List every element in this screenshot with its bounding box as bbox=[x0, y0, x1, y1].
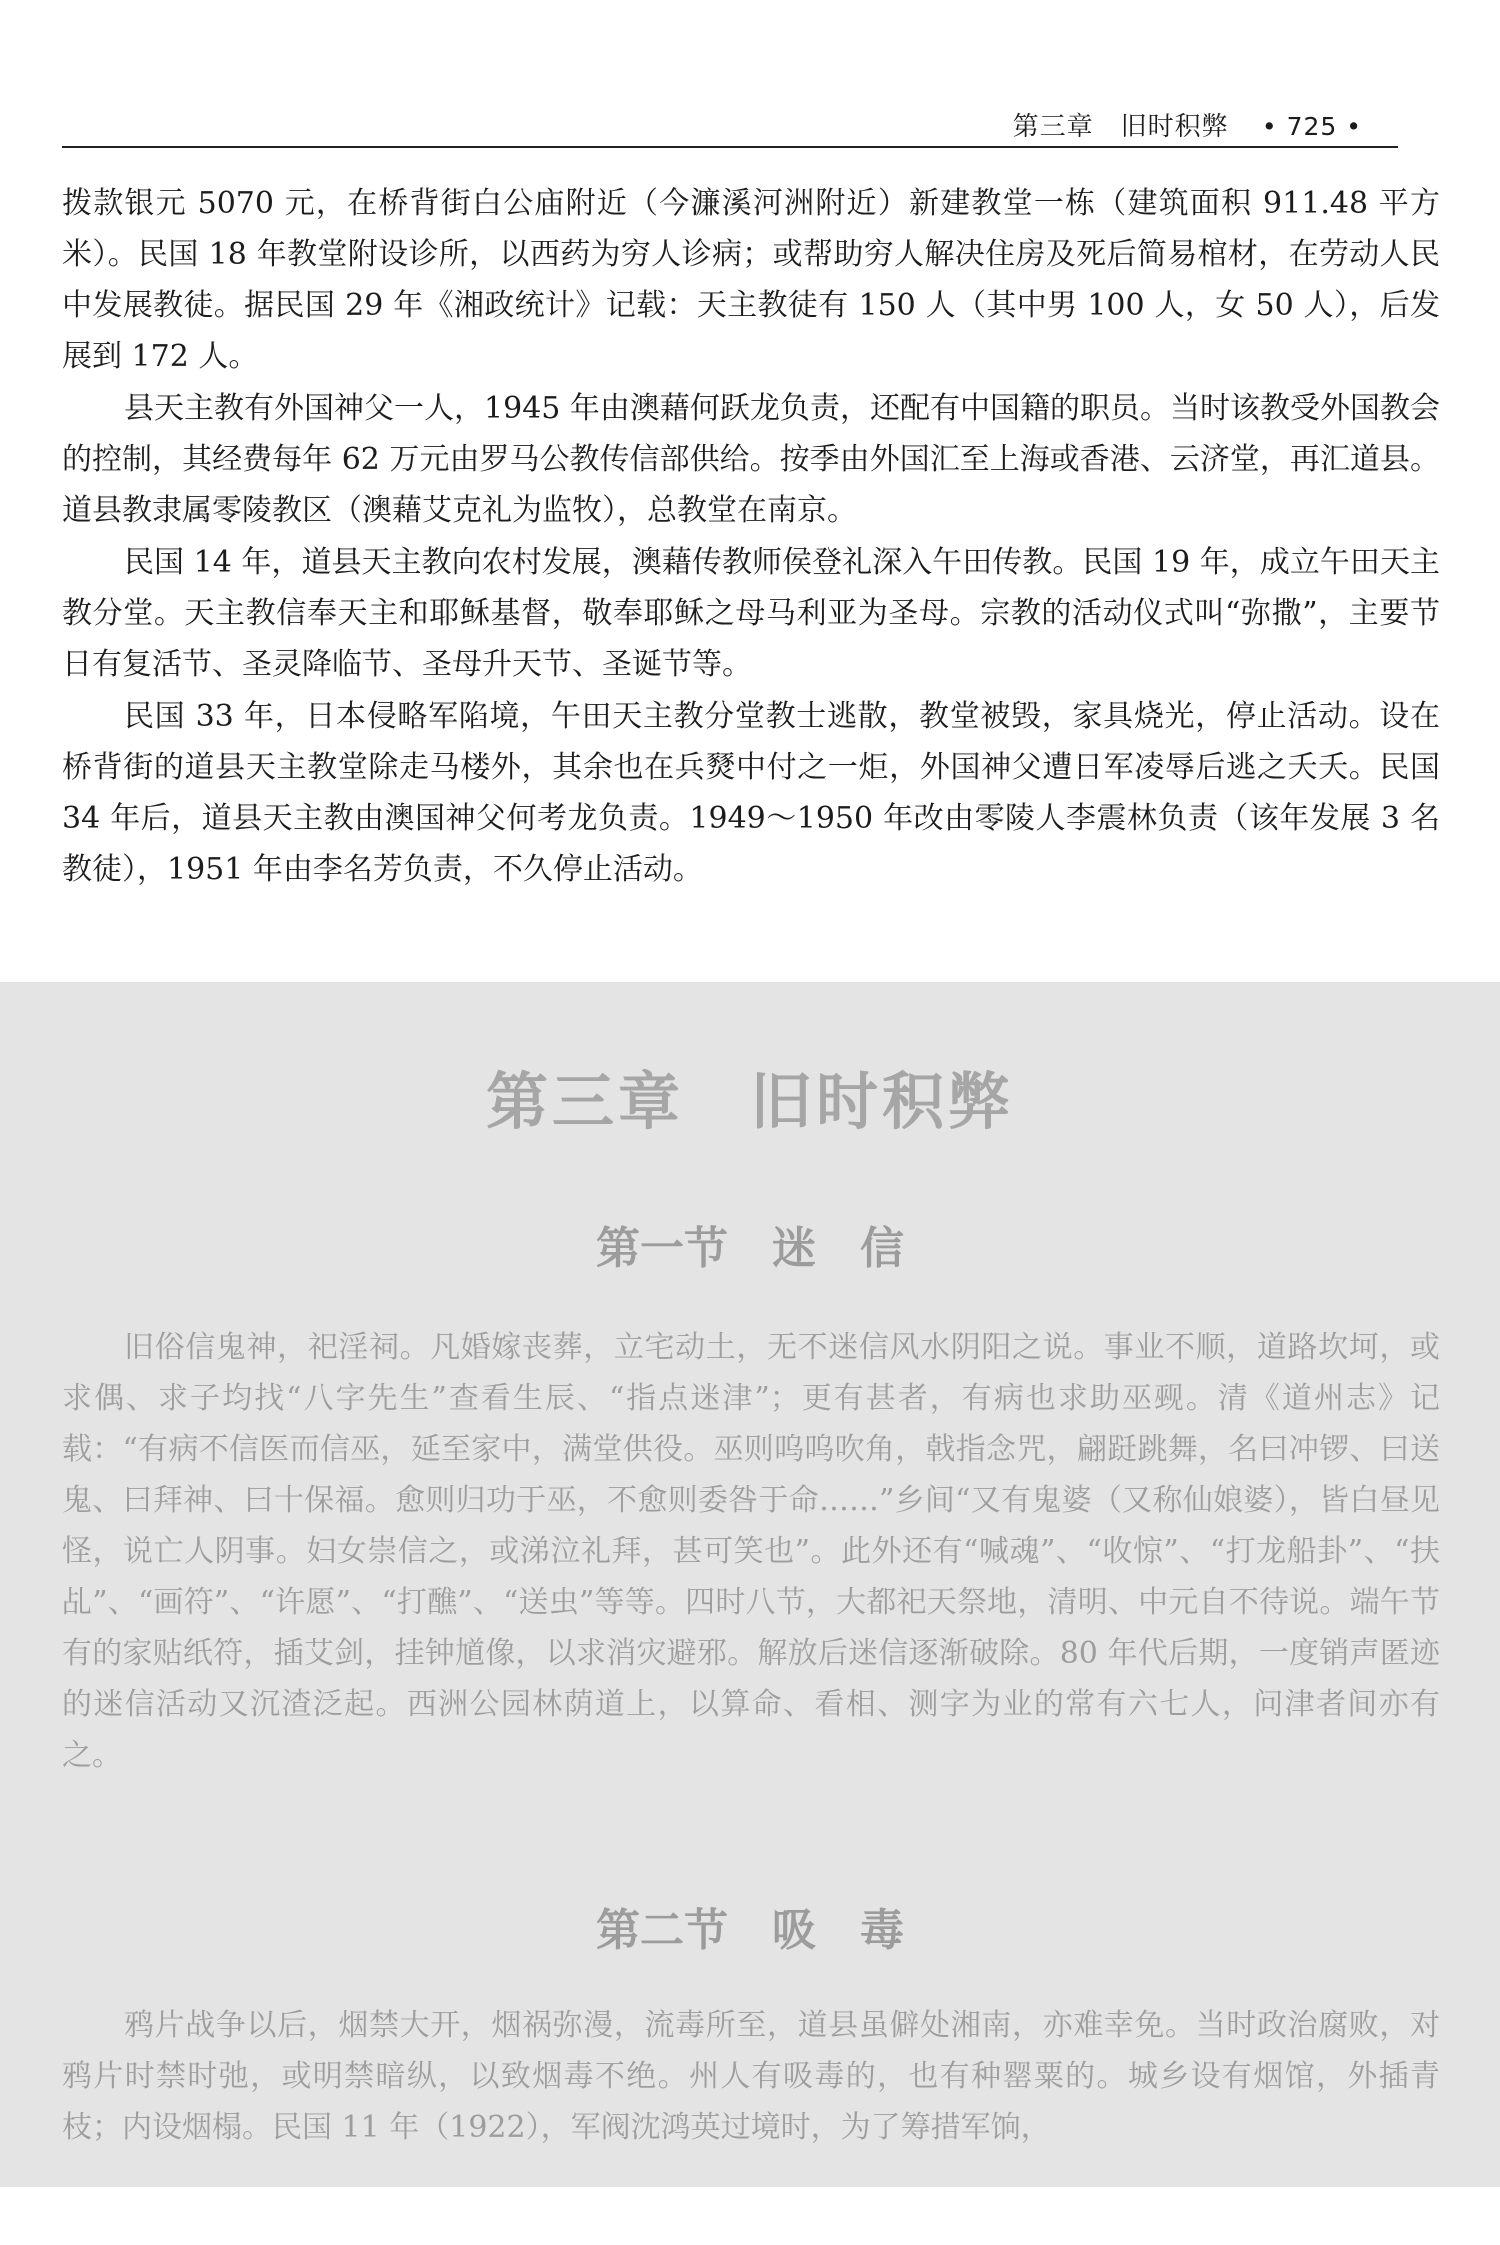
body-paragraph: 民国 14 年，道县天主教向农村发展，澳藉传教师侯登礼深入午田传教。民国 19 年，成立午田天主教分堂。天主教信奉天主和耶稣基督，敬奉耶稣之母马利亚为圣母。宗教的活动仪式叫“弥撒”，主要节日有复活节、圣灵降临节、圣母升天节、圣诞节等。 bbox=[62, 545, 1440, 682]
gray-overlay-panel bbox=[0, 982, 1500, 2187]
section-text: 旧俗信鬼神，祀淫祠。凡婚嫁丧葬，立宅动土，无不迷信风水阴阳之说。事业不顺，道路坎坷，或求偶、求子均找“八字先生”查看生辰、“指点迷津”；更有甚者，有病也求助巫觋。清《道州志》记载：“有病不信医而信巫，延至家中，满堂供役。巫则呜呜吹角，戟指念咒，翩跹跳舞，名曰冲锣、曰送鬼、曰拜神、曰十保福。愈则归功于巫，不愈则委咎于命……”乡间“又有鬼婆（又称仙娘婆），皆白昼见怪，说亡人阴事。妇女崇信之，或涕泣礼拜，甚可笑也”。此外还有“喊魂”、“收惊”、“打龙船卦”、“扶乩”、“画符”、“许愿”、“打醮”、“送虫”等等。四时八节，大都祀天祭地，清明、中元自不待说。端午节有的家贴纸符，插艾剑，挂钟馗像，以求消灾避邪。解放后迷信逐渐破除。80 年代后期，一度销声匿迹的迷信活动又沉渣泛起。西洲公园林荫道上，以算命、看相、测字为业的常有六七人，问津者间亦有之。 bbox=[62, 1330, 1440, 1773]
section-title: 第一节 迷 信 bbox=[596, 1223, 904, 1274]
header-chapter-title: 第三章 旧时积弊 bbox=[1012, 112, 1229, 142]
chapter-heading: 第三章 旧时积弊 bbox=[485, 1065, 1014, 1138]
body-text bbox=[62, 178, 1440, 896]
running-header bbox=[62, 100, 1398, 148]
body-paragraph: 拨款银元 5070 元，在桥背街白公庙附近（今濂溪河洲附近）新建教堂一栋（建筑面积 911.48 平方米）。民国 18 年教堂附设诊所，以西药为穷人诊病；或帮助穷人解决住房及死后简易棺材，在劳动人民中发展教徒。据民国 29 年《湘政统计》记载：天主教徒有 150 人（其中男 100 人，女 50 人），后发展到 172 人。 bbox=[62, 186, 1440, 374]
page-number: • 725 • bbox=[1261, 112, 1362, 141]
body-paragraph: 民国 33 年，日本侵略军陷境，午田天主教分堂教士逃散，教堂被毁，家具烧光，停止活动。设在桥背街的道县天主教堂除走马楼外，其余也在兵燹中付之一炬，外国神父遭日军凌辱后逃之夭夭。民国 34 年后，道县天主教由澳国神父何考龙负责。1949～1950 年改由零陵人李震林负责（该年发展 3 名教徒），1951 年由李名芳负责，不久停止活动。 bbox=[62, 699, 1440, 887]
body-paragraph: 县天主教有外国神父一人，1945 年由澳藉何跃龙负责，还配有中国籍的职员。当时该教受外国教会的控制，其经费每年 62 万元由罗马公教传信部供给。按季由外国汇至上海或香港、云济堂，再汇道县。道县教隶属零陵教区（澳藉艾克礼为监牧），总教堂在南京。 bbox=[62, 391, 1440, 528]
running-header-text bbox=[1013, 106, 1362, 143]
bottom-margin bbox=[0, 2187, 1500, 2245]
section-text: 鸦片战争以后，烟禁大开，烟祸弥漫，流毒所至，道县虽僻处湘南，亦难幸免。当时政治腐败，对鸦片时禁时弛，或明禁暗纵，以致烟毒不绝。州人有吸毒的，也有种罂粟的。城乡设有烟馆，外插青枝；内设烟榻。民国 11 年（1922），军阀沈鸿英过境时，为了筹措军饷， bbox=[62, 2008, 1440, 2145]
section-title: 第二节 吸 毒 bbox=[596, 1905, 904, 1956]
